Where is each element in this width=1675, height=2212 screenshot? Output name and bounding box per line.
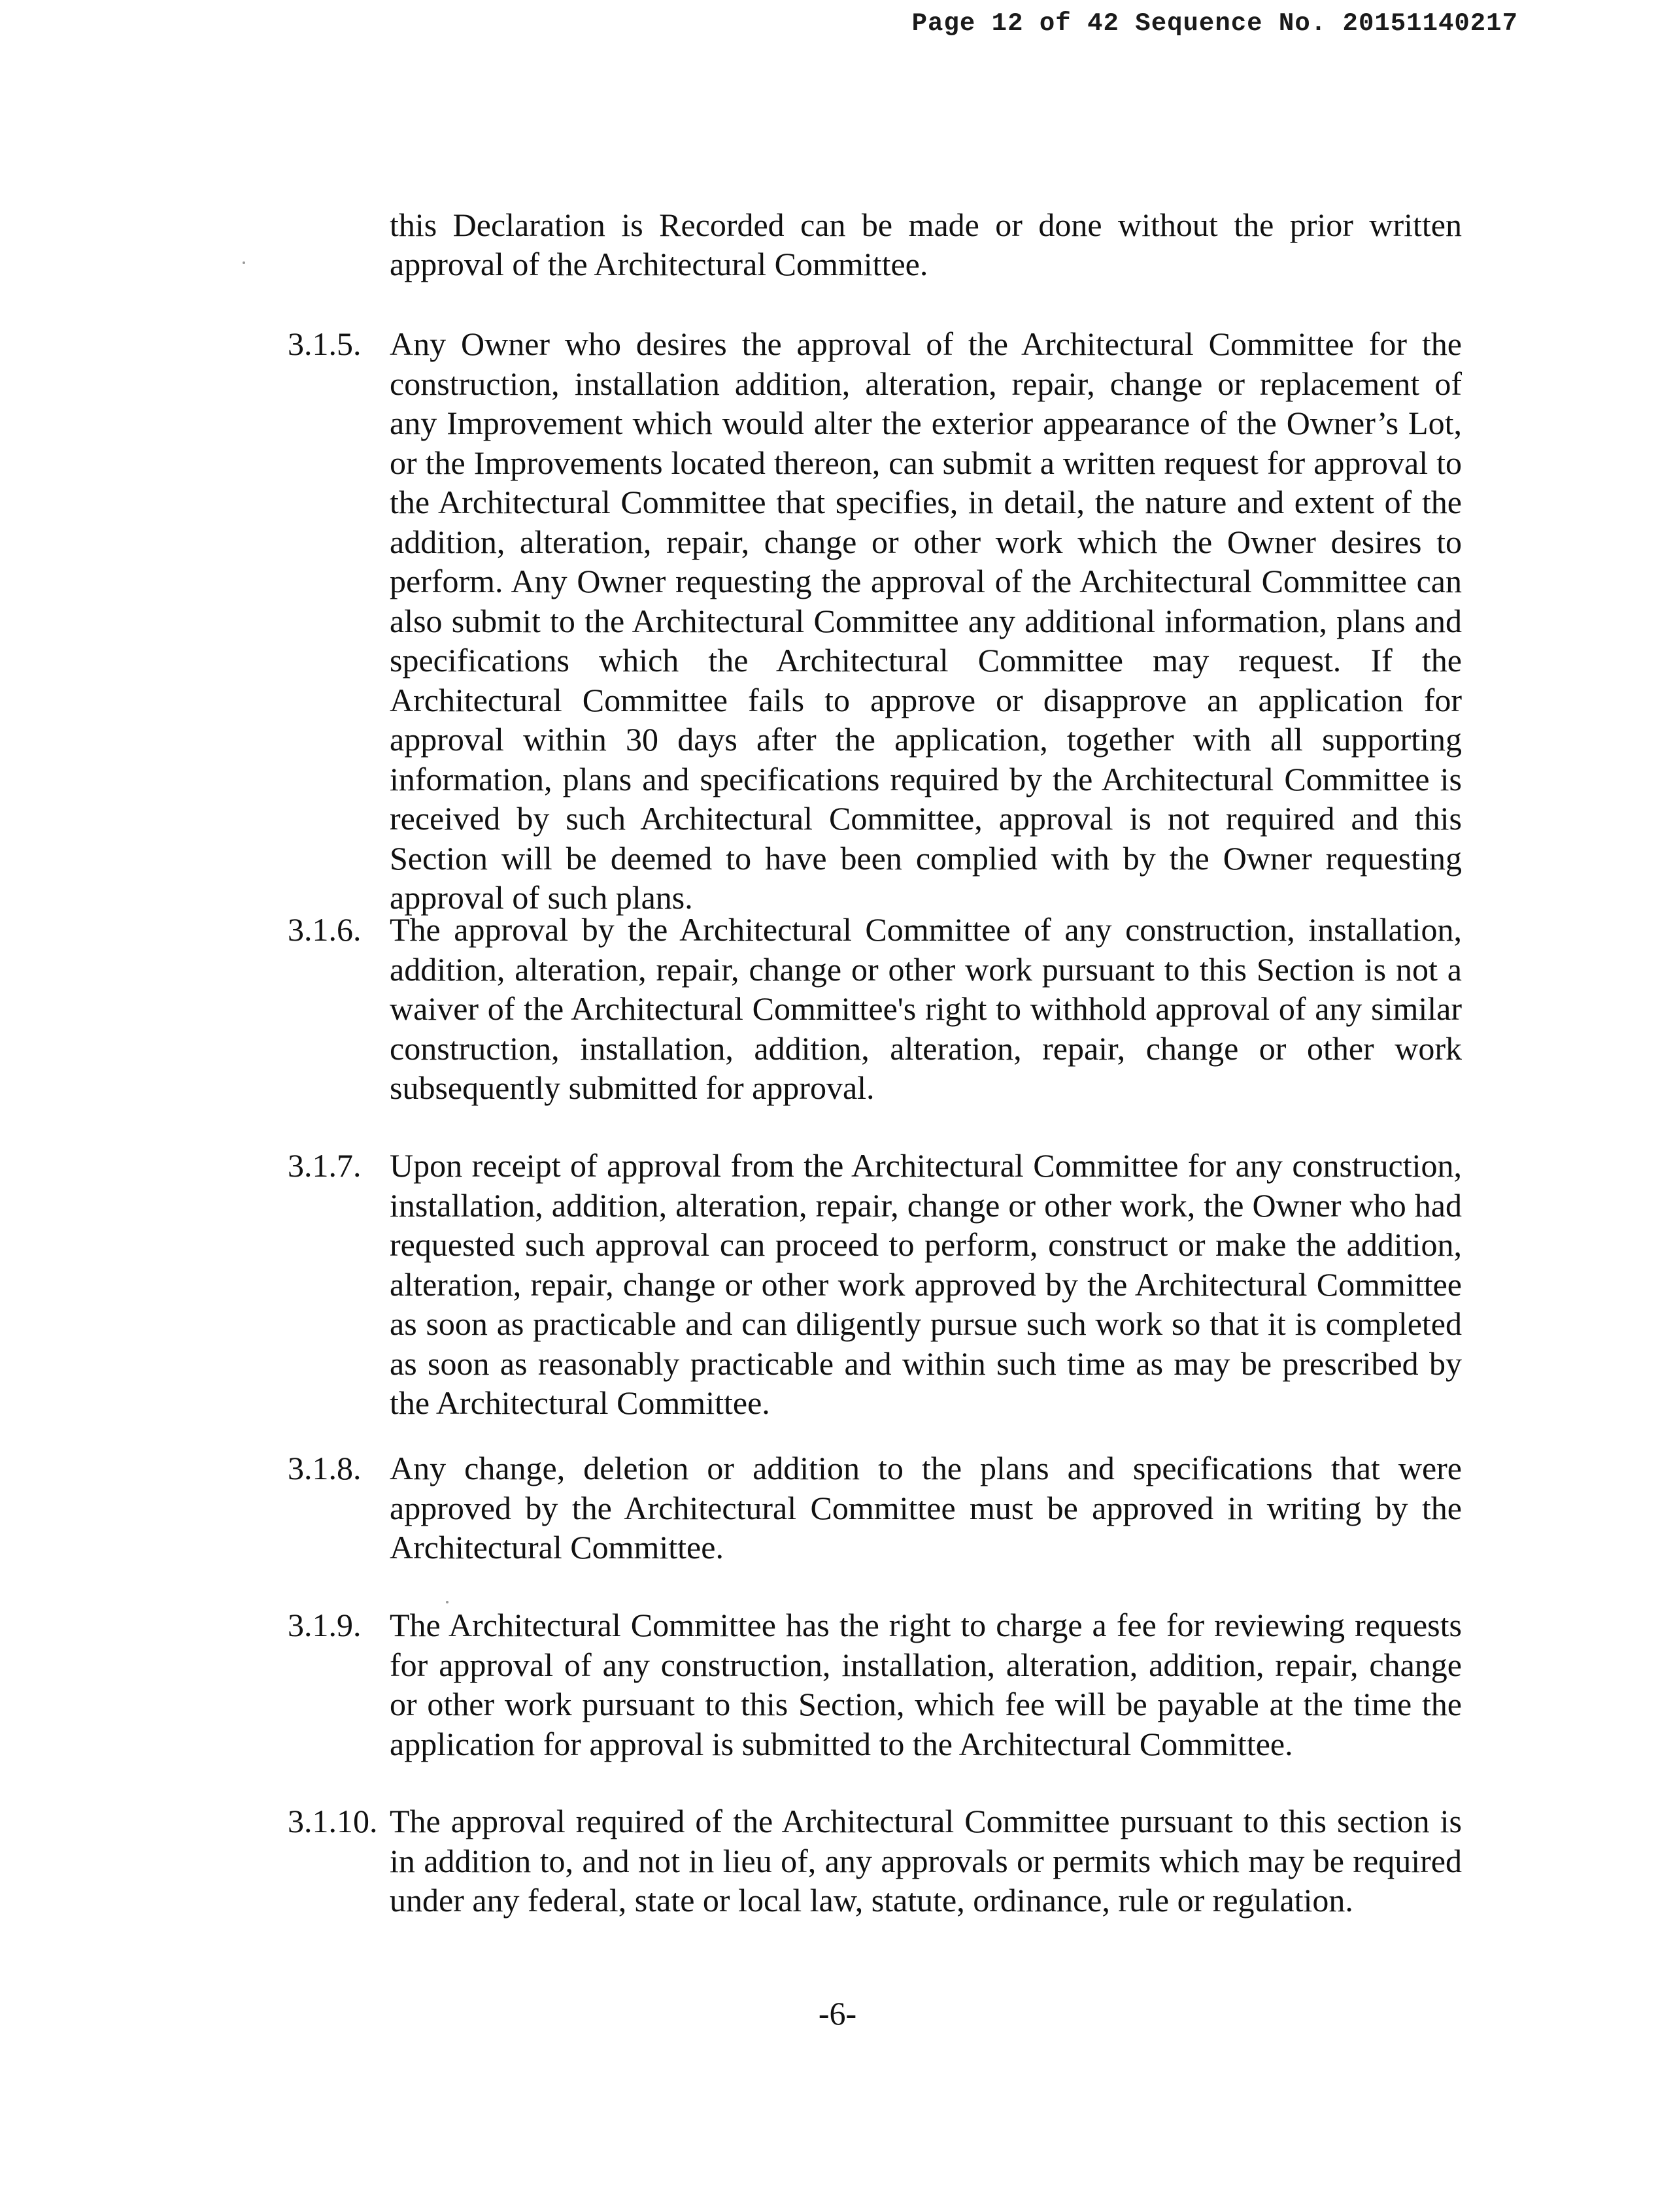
section-number: 3.1.7.: [288, 1147, 362, 1184]
section-text: The Architectural Committee has the right to charge a fee for reviewing requests for approval of any construction, installation, alteration, addition, repair, change or other work pursuant to this Section, which fee will be payable at the time the application for approval is submitted to the Architectural Committee.: [390, 1607, 1462, 1762]
section-number: 3.1.5.: [288, 326, 362, 362]
section-3-1-5: [288, 324, 1462, 918]
intro-paragraph: this Declaration is Recorded can be made or done without the prior written approval of the Architectural Committee.: [390, 207, 1462, 282]
scan-speck: [243, 261, 245, 264]
section-number: 3.1.6.: [288, 911, 362, 948]
section-number: 3.1.9.: [288, 1607, 362, 1643]
section-text: Any change, deletion or addition to the plans and specifications that were approved by the Architectural Committee must be approved in writing by the Architectural Committee.: [390, 1450, 1462, 1566]
section-number: 3.1.8.: [288, 1450, 362, 1486]
page-sequence-header: Page 12 of 42 Sequence No. 20151140217: [911, 9, 1518, 38]
section-text: Any Owner who desires the approval of the Architectural Committee for the construction, installation addition, alteration, repair, change or replacement of any Improvement which would alter the exterior appearance of the Owner’s Lot, or the Improvements located thereon, can submit a written request for approval to the Architectural Committee that specifies, in detail, the nature and extent of the addition, alteration, repair, change or other work which the Owner desires to perform. Any Owner requesting the approval of the Architectural Committee can also submit to the Architectural Committee any additional information, plans and specifications which the Architectural Committee may request. If the Architectural Committee fails to approve or disapprove an application for approval within 30 days after the application, together with all supporting information, plans and specifications required by the Architectural Committee is received by such Architectural Committee, approval is not required and this Section will be deemed to have been complied with by the Owner requesting approval of such plans.: [390, 326, 1462, 916]
section-text: The approval by the Architectural Committee of any construction, installation, addition, alteration, repair, change or other work pursuant to this Section is not a waiver of the Architectural Committee's right to withhold approval of any similar construction, installation, addition, alteration, repair, change or other work subsequently submitted for approval.: [390, 911, 1462, 1106]
section-text: Upon receipt of approval from the Architectural Committee for any construction, installation, addition, alteration, repair, change or other work, the Owner who had requested such approval can proceed to perform, construct or make the addition, alteration, repair, change or other work approved by the Architectural Committee as soon as practicable and can diligently pursue such work so that it is completed as soon as reasonably practicable and within such time as may be prescribed by the Architectural Committee.: [390, 1147, 1462, 1421]
section-3-1-6: [288, 910, 1462, 1108]
section-number: 3.1.10.: [288, 1803, 378, 1839]
section-3-1-10: [288, 1801, 1462, 1920]
page-number: -6-: [818, 1995, 857, 2032]
section-text: The approval required of the Architectural Committee pursuant to this section is in addition to, and not in lieu of, any approvals or permits which may be required under any federal, state or local law, statute, ordinance, rule or regulation.: [390, 1803, 1462, 1919]
section-3-1-8: [288, 1449, 1462, 1567]
section-3-1-9: [288, 1605, 1462, 1764]
scan-speck: [446, 1601, 448, 1603]
section-3-1-7: [288, 1146, 1462, 1423]
